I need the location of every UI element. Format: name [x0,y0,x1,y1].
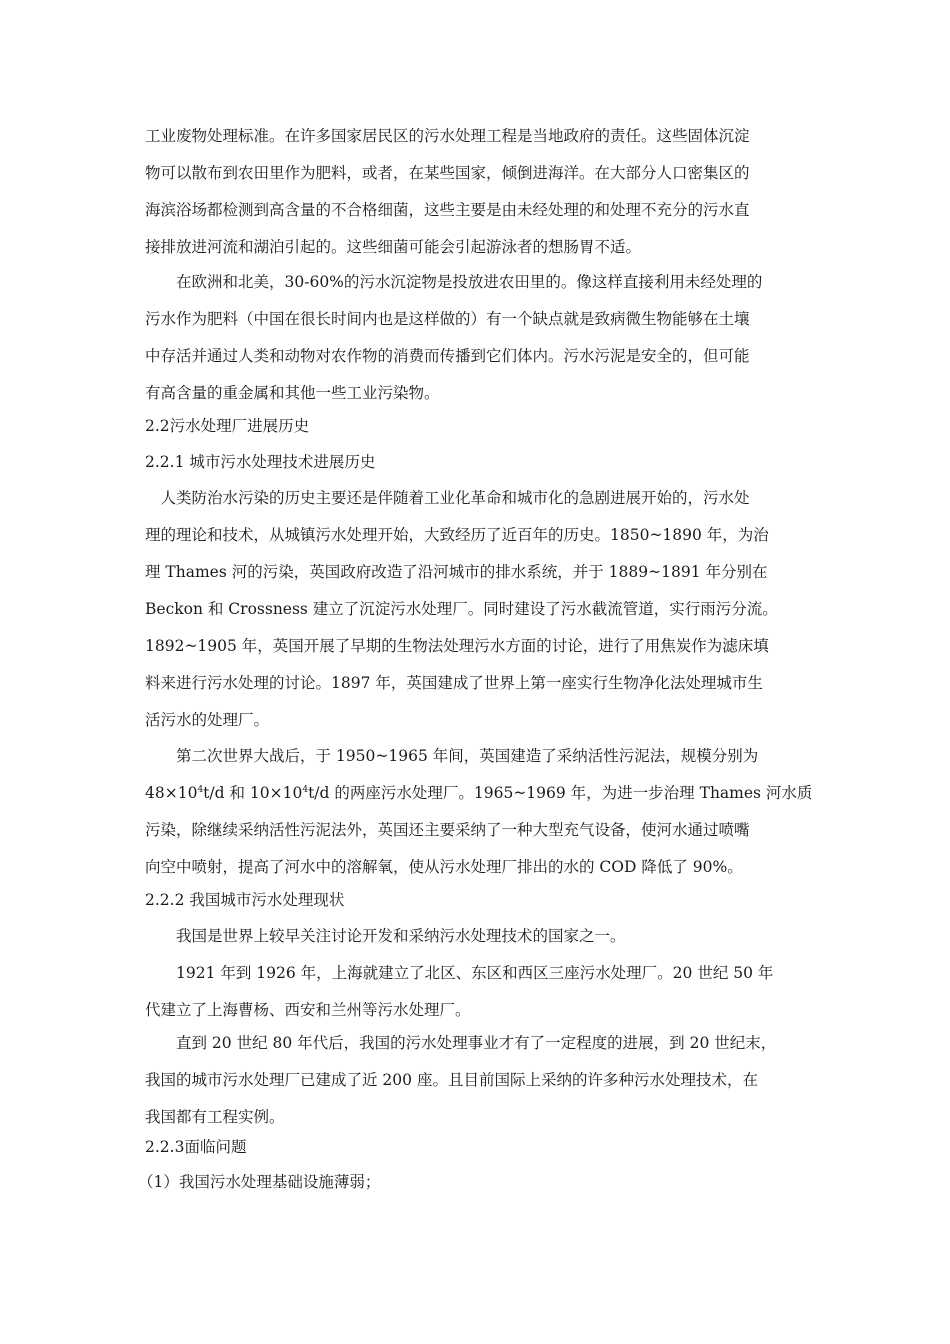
text-line: 我国的城市污水处理厂已建成了近 200 座。且目前国际上采纳的许多种污水处理技术，在 [145,1071,758,1089]
text-line: 料来进行污水处理的讨论。1897 年，英国建成了世界上第一座实行生物净化法处理城市生 [145,674,763,692]
paragraph-1 [145,118,810,266]
text-line: 活污水的处理厂。 [145,711,270,729]
paragraph-4 [145,738,813,886]
text-line: 物可以散布到农田里作为肥料，或者，在某些国家，倾倒进海洋。在大部分人口密集区的 [145,164,750,182]
paragraph-3 [145,480,810,739]
text-line: 海滨浴场都检测到高含量的不合格细菌，这些主要是由未经处理的和处理不充分的污水直 [145,201,750,219]
text-fragment: t/d 和 10×10 [203,784,303,802]
section-heading-2-2-3: 2.2.3面临问题 [145,1138,247,1156]
text-line: 1892~1905 年，英国开展了早期的生物法处理污水方面的讨论，进行了用焦炭作为滤床填 [145,637,769,655]
text-fragment: t/d 的两座污水处理厂。1965~1969 年，为进一步治理 Thames 河水质 [308,784,813,802]
section-heading-2-2-1: 2.2.1 城市污水处理技术进展历史 [145,453,376,471]
text-line: 理的理论和技术，从城镇污水处理开始，大致经历了近百年的历史。1850~1890 年，为治 [145,526,769,544]
text-line [145,775,813,812]
paragraph-2 [145,264,810,412]
superscript: 4 [302,785,309,795]
text-line: 向空中喷射，提高了河水中的溶解氧，使从污水处理厂排出的水的 COD 降低了 90%。 [145,858,743,876]
text-line: 我国是世界上较早关注讨论开发和采纳污水处理技术的国家之一。 [145,927,626,945]
text-line: 污水作为肥料（中国在很长时间内也是这样做的）有一个缺点就是致病微生物能够在土壤 [145,310,750,328]
paragraph-7 [145,1025,810,1136]
section-heading-2-2-2: 2.2.2 我国城市污水处理现状 [145,891,345,909]
superscript: 4 [197,785,204,795]
text-line: 直到 20 世纪 80 年代后，我国的污水处理事业才有了一定程度的进展，到 20 世纪末， [145,1034,777,1052]
text-line: Beckon 和 Crossness 建立了沉淀污水处理厂。同时建设了污水截流管道，实行雨污分流。 [145,600,778,618]
text-line: 工业废物处理标准。在许多国家居民区的污水处理工程是当地政府的责任。这些固体沉淀 [145,127,750,145]
text-fragment: 48×10 [145,784,198,802]
text-line: 1921 年到 1926 年，上海就建立了北区、东区和西区三座污水处理厂。20 世纪 50 年 [145,964,774,982]
text-line: 接排放进河流和湖泊引起的。这些细菌可能会引起游泳者的想肠胃不适。 [145,238,642,256]
text-line: 第二次世界大战后，于 1950~1965 年间，英国建造了采纳活性污泥法，规模分别为 [145,747,759,765]
paragraph-5 [145,918,810,955]
text-line: 我国都有工程实例。 [145,1108,285,1126]
paragraph-6 [145,955,810,1029]
text-line: 中存活并通过人类和动物对农作物的消费而传播到它们体内。污水污泥是安全的，但可能 [145,347,750,365]
text-line: 代建立了上海曹杨、西安和兰州等污水处理厂。 [145,1001,471,1019]
section-heading-2-2: 2.2污水处理厂进展历史 [145,417,310,435]
text-line: 污染，除继续采纳活性污泥法外，英国还主要采纳了一种大型充气设备，使河水通过喷嘴 [145,821,750,839]
text-line: 有高含量的重金属和其他一些工业污染物。 [145,384,440,402]
list-item-1: （1）我国污水处理基础设施薄弱； [138,1173,381,1191]
text-line: 人类防治水污染的历史主要还是伴随着工业化革命和城市化的急剧进展开始的，污水处 [145,489,750,507]
text-line: 在欧洲和北美，30-60%的污水沉淀物是投放进农田里的。像这样直接利用未经处理的 [145,273,763,291]
text-line: 理 Thames 河的污染，英国政府改造了沿河城市的排水系统，并于 1889~1891 年分别在 [145,563,768,581]
